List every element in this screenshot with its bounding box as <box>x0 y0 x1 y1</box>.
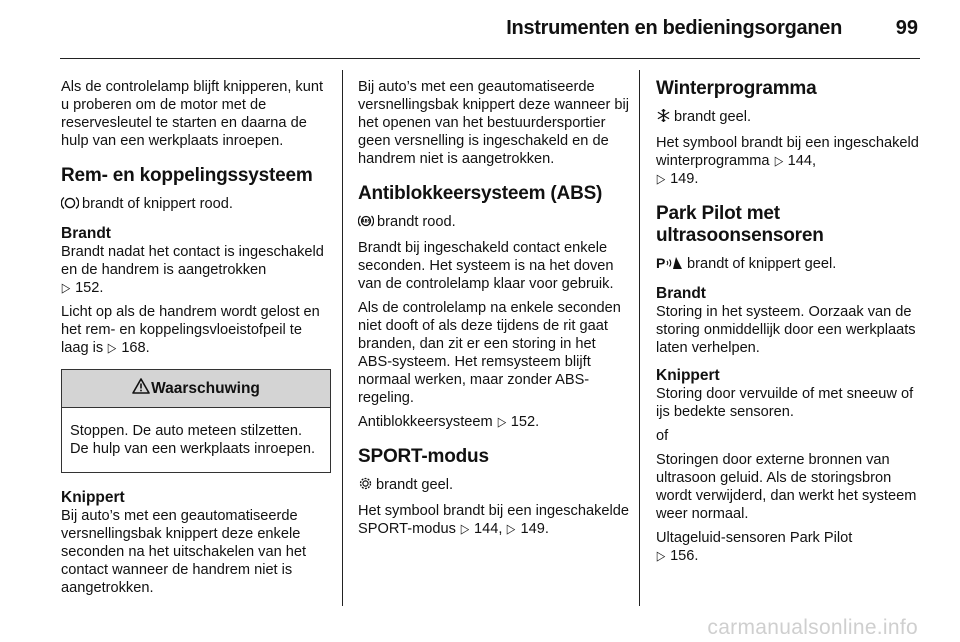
abs-paragraph-2: Als de controlelamp na enkele seconden niet dooft of als deze tijdens de rit gaat branden, dan zit er een storing in het ABS-systeem. Het remsysteem blijft normaal werken, maar zonder ABS-regeling. <box>358 300 621 406</box>
page-reference[interactable]: 152. <box>75 280 104 296</box>
svg-text:P: P <box>656 255 666 270</box>
warning-text: Stoppen. De auto meteen stilzetten. De hulp van een werkplaats inroepen. <box>70 423 316 457</box>
subheading-brandt: Brandt <box>656 285 706 302</box>
brandt-paragraph-2: Licht op als de handrem wordt gelost en het rem- en koppelingsvloeistofpeil te laag is <box>61 304 320 356</box>
page-number: 99 <box>895 17 918 39</box>
winter-paragraph: Het symbool brandt bij een ingeschakeld winterprogramma <box>656 135 919 169</box>
park-pilot-icon <box>656 255 684 275</box>
section-heading-sport: SPORT-modus <box>358 446 489 467</box>
park-heading-line-2: ultrasoonsensoren <box>656 225 824 246</box>
knippert-paragraph: Bij auto’s met een geautomatiseerde versnellingsbak knippert deze enkele seconden na het uitschakelen van het contact wanneer de handrem niet is aangetrokken. <box>61 508 307 596</box>
brake-warning-icon <box>61 196 79 215</box>
sport-status-text: brandt geel. <box>376 477 454 493</box>
warning-box <box>61 369 331 473</box>
watermark: carmanualsonline.info <box>707 616 918 639</box>
abs-paragraph-1: Brandt bij ingeschakeld contact enkele seconden. Het systeem is na het doven van de controlelamp klaar voor gebruik. <box>358 240 614 292</box>
reference-arrow-icon: ▷ <box>497 414 506 429</box>
abs-icon <box>358 214 374 233</box>
brandt-paragraph-1: Brandt nadat het contact is ingeschakeld en de handrem is aangetrokken <box>61 244 324 278</box>
column-divider-2 <box>639 70 640 606</box>
column-2 <box>358 78 630 544</box>
storing-paragraph: Storingen door externe bronnen van ultrasoon geluid. Als de storingsbron wordt verwijderd, dan werkt het systeem weer normaal. <box>656 452 917 522</box>
column-1 <box>61 78 331 603</box>
page-reference[interactable]: 168. <box>121 340 150 356</box>
page-reference[interactable]: 149. <box>670 171 699 187</box>
subheading-brandt: Brandt <box>61 225 111 242</box>
park-knippert-paragraph: Storing door vervuilde of met sneeuw of ijs bedekte sensoren. <box>656 386 914 420</box>
reference-arrow-icon: ▷ <box>507 521 516 536</box>
sport-paragraph: Het symbool brandt bij een ingeschakelde SPORT-modus <box>358 503 629 537</box>
subheading-knippert: Knippert <box>61 489 125 506</box>
abs-reference-text: Antiblokkeersysteem <box>358 414 493 430</box>
page-reference[interactable]: 144, <box>787 153 817 169</box>
or-text: of <box>656 428 669 444</box>
column-divider-1 <box>342 70 343 606</box>
intro-paragraph: Als de controlelamp blijft knipperen, kunt u proberen om de motor met de reservesleutel te starten en daarna de hulp van een werkplaats inroepen. <box>61 79 324 149</box>
page-reference[interactable]: 149. <box>520 521 549 537</box>
section-heading-abs: Antiblokkeersysteem (ABS) <box>358 183 603 204</box>
column-3 <box>656 78 922 571</box>
reference-arrow-icon: ▷ <box>774 153 783 168</box>
svg-text:ABS: ABS <box>361 218 371 224</box>
reference-arrow-icon: ▷ <box>460 521 470 536</box>
section-heading-winter: Winterprogramma <box>656 78 817 99</box>
reference-arrow-icon: ▷ <box>656 548 666 563</box>
automatic-gearbox-paragraph: Bij auto’s met een geautomatiseerde versnellingsbak knippert deze wanneer bij het openen van het bestuurdersportier geen versnelling is ingeschakeld en de handrem niet is aangetrokken. <box>358 79 629 167</box>
park-heading-line-1: Park Pilot met <box>656 203 780 224</box>
page-reference[interactable]: 152. <box>510 414 540 430</box>
section-heading-park-pilot <box>656 203 922 247</box>
rem-status-text: brandt of knippert rood. <box>82 196 233 212</box>
section-heading-rem: Rem- en koppelingssysteem <box>61 165 313 186</box>
page-header <box>0 0 960 62</box>
sport-mode-icon <box>358 476 373 496</box>
reference-arrow-icon: ▷ <box>108 340 117 355</box>
warning-header <box>62 370 330 408</box>
page-reference[interactable]: 144, <box>474 521 503 537</box>
reference-arrow-icon: ▷ <box>61 280 71 295</box>
header-title: Instrumenten en bedieningsorganen <box>506 17 842 39</box>
park-status-text: brandt of knippert geel. <box>687 256 837 272</box>
reference-arrow-icon: ▷ <box>656 171 666 186</box>
ultrasound-reference-text: Ultageluid-sensoren Park Pilot <box>656 530 853 546</box>
warning-title: Waarschuwing <box>151 379 260 397</box>
park-brandt-paragraph: Storing in het systeem. Oorzaak van de storing onmiddellijk door een werkplaats laten verhelpen. <box>656 304 916 356</box>
header-rule <box>60 58 920 59</box>
winter-status-text: brandt geel. <box>674 109 752 125</box>
snowflake-icon <box>656 108 671 128</box>
abs-status-text: brandt rood. <box>377 214 456 230</box>
page-reference[interactable]: 156. <box>670 548 699 564</box>
subheading-knippert: Knippert <box>656 367 720 384</box>
warning-triangle-icon <box>132 378 150 399</box>
